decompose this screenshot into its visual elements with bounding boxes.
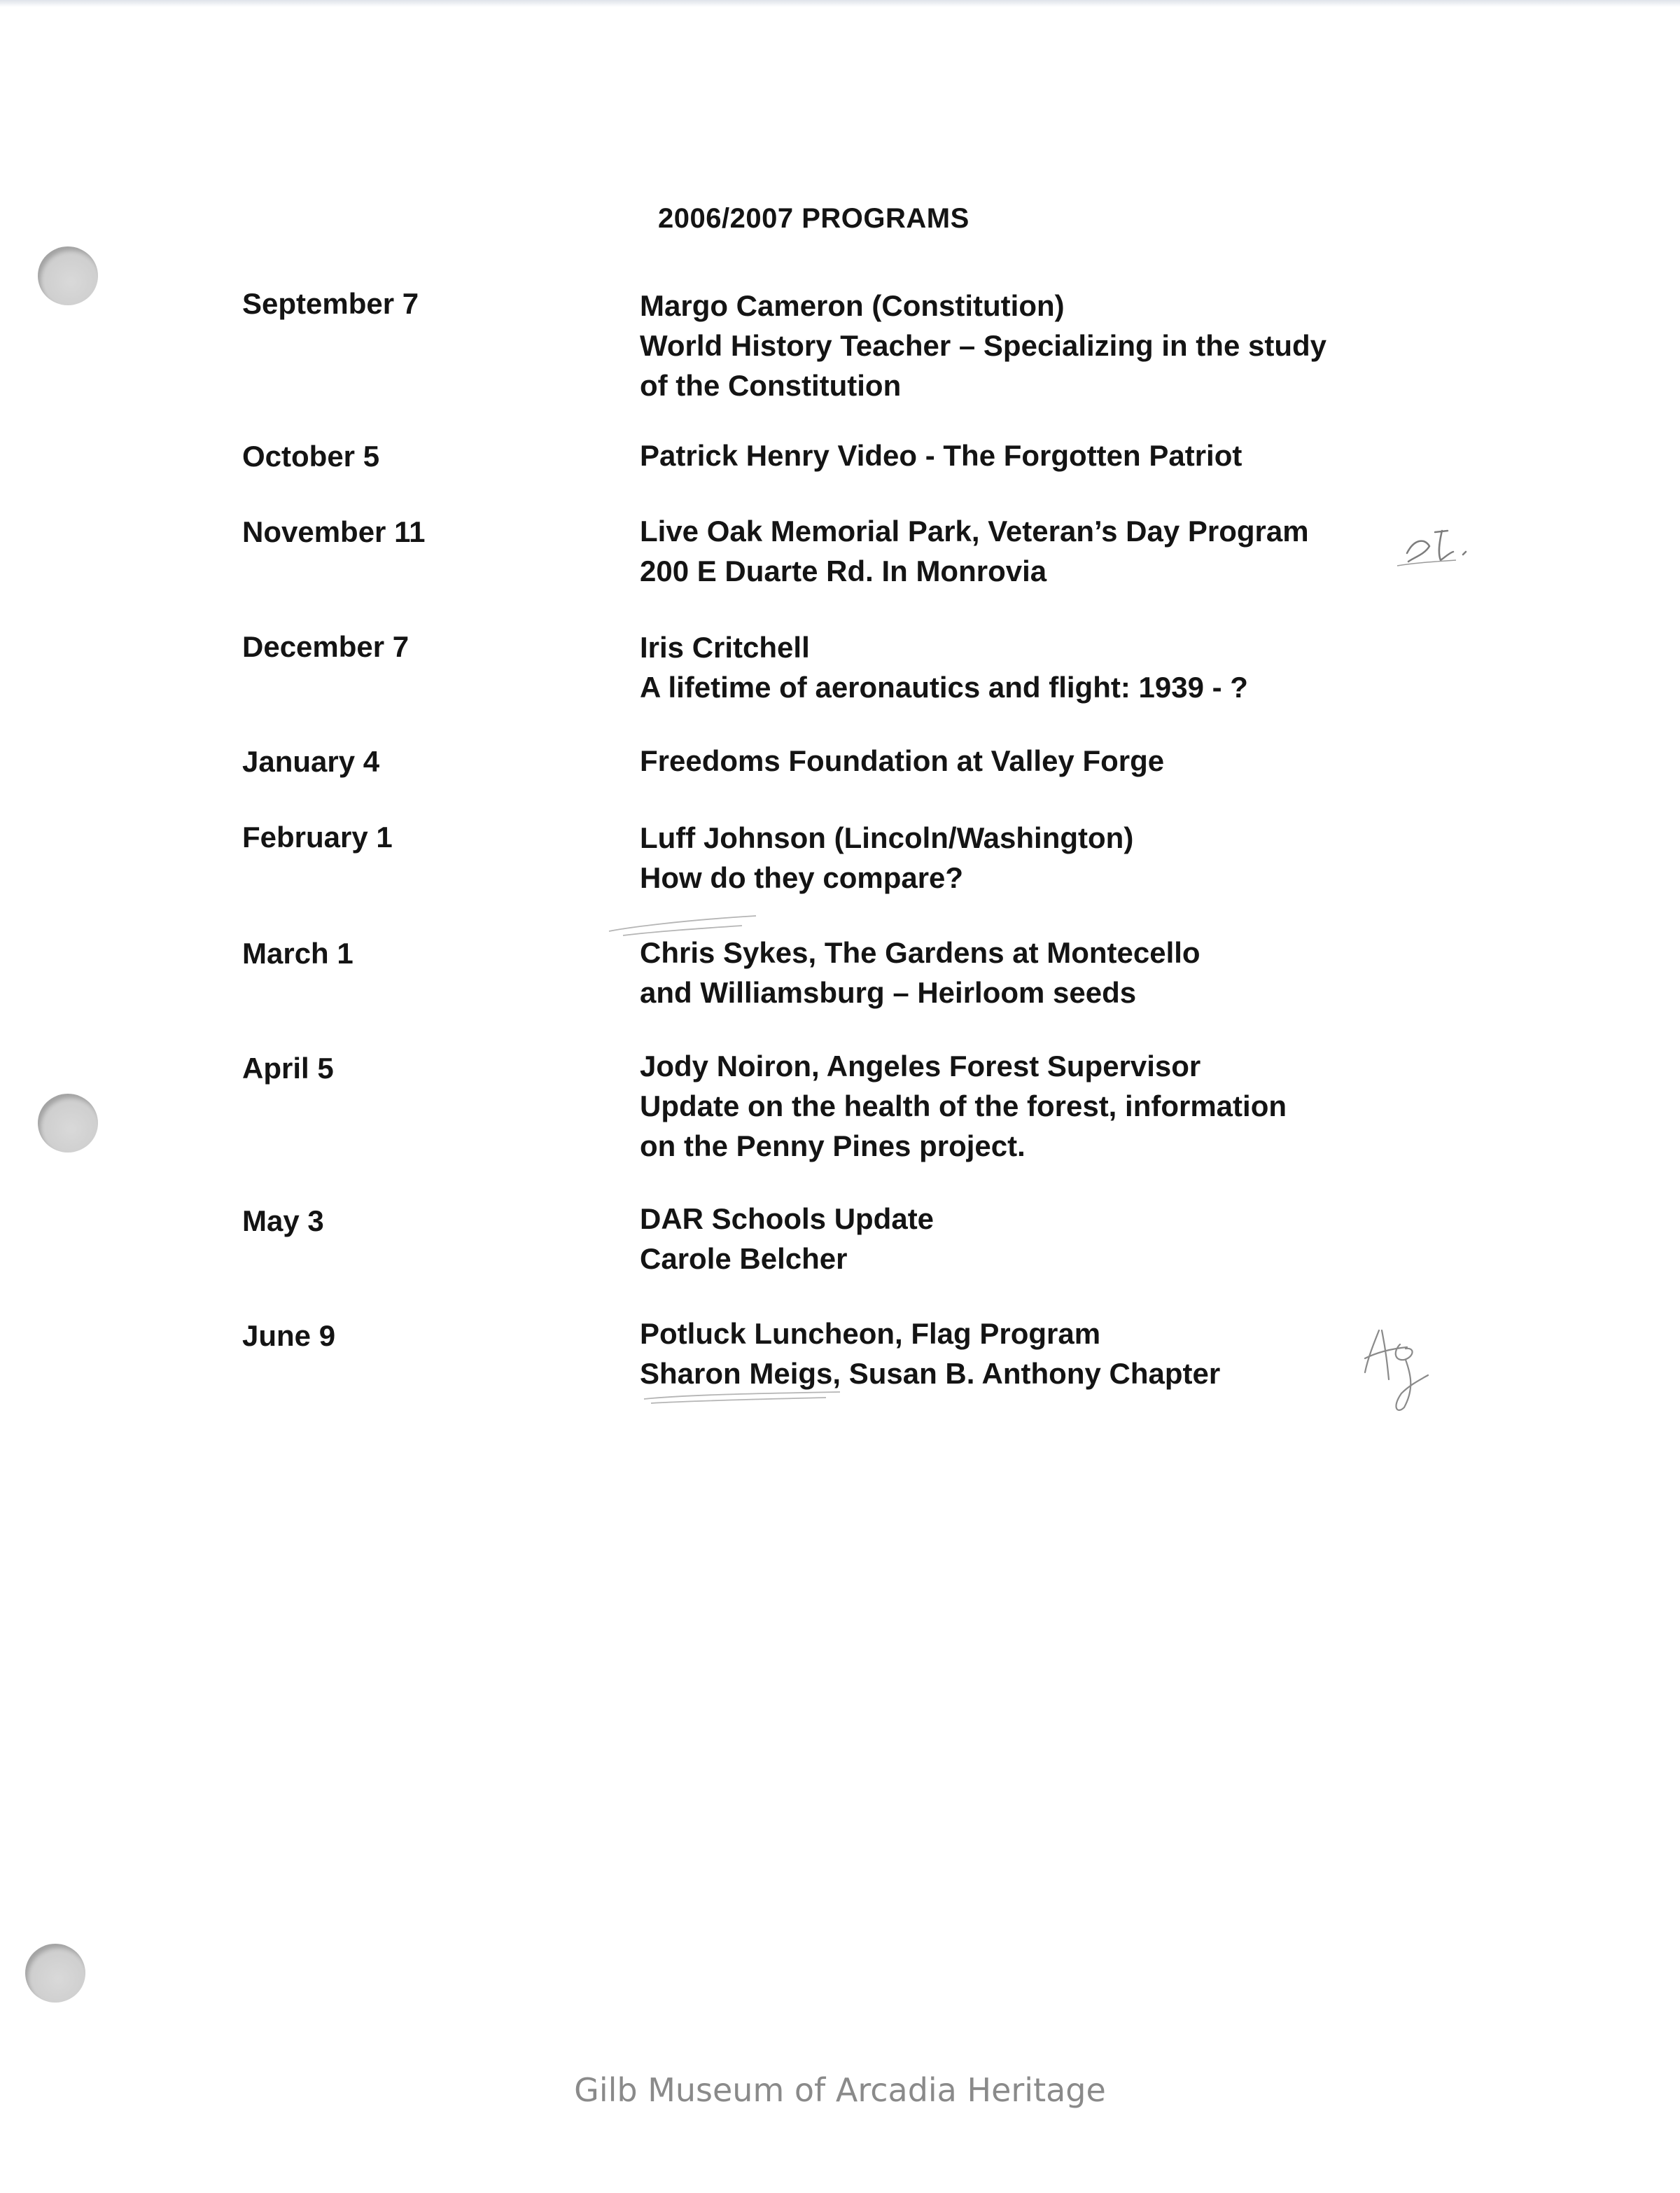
program-line: of the Constitution: [640, 369, 902, 402]
pen-mark: [602, 910, 784, 952]
pen-mark: [630, 1386, 868, 1414]
program-line: Live Oak Memorial Park, Veteran’s Day Program: [640, 515, 1309, 548]
program-line: DAR Schools Update: [640, 1202, 934, 1235]
program-line: How do they compare?: [640, 861, 964, 894]
pencil-initials-annotation: [1393, 511, 1519, 574]
program-date: March 1: [242, 937, 354, 970]
program-date: February 1: [242, 821, 393, 854]
program-line: Sharon Meigs, Susan B. Anthony Chapter: [640, 1357, 1221, 1390]
program-line: World History Teacher – Specializing in the study: [640, 329, 1326, 362]
program-line: Margo Cameron (Constitution): [640, 289, 1065, 322]
scan-top-edge: [0, 0, 1680, 7]
program-date: April 5: [242, 1052, 334, 1085]
program-line: 200 E Duarte Rd. In Monrovia: [640, 555, 1047, 587]
punch-hole-top: [38, 246, 98, 305]
program-description: [640, 1199, 1494, 1279]
program-description: [640, 741, 1494, 781]
pencil-signature: [1351, 1302, 1470, 1421]
program-line: on the Penny Pines project.: [640, 1129, 1026, 1162]
program-line: Freedoms Foundation at Valley Forge: [640, 744, 1165, 777]
program-line: Update on the health of the forest, information: [640, 1089, 1287, 1122]
program-date: October 5: [242, 440, 380, 473]
program-line: Jody Noiron, Angeles Forest Supervisor: [640, 1050, 1201, 1082]
program-line: A lifetime of aeronautics and flight: 1939 - ?: [640, 671, 1248, 704]
page-title: 2006/2007 PROGRAMS: [658, 203, 969, 234]
program-line: Chris Sykes, The Gardens at Montecello: [640, 936, 1200, 969]
program-description: [640, 436, 1494, 475]
program-date: November 11: [242, 515, 426, 548]
program-date: December 7: [242, 630, 410, 663]
program-description: [640, 818, 1494, 898]
program-line: and Williamsburg – Heirloom seeds: [640, 976, 1137, 1009]
program-description: [640, 627, 1494, 707]
program-line: Luff Johnson (Lincoln/Washington): [640, 821, 1134, 854]
program-description: [640, 286, 1494, 405]
footer-watermark: Gilb Museum of Arcadia Heritage: [574, 2071, 1106, 2109]
program-date: September 7: [242, 287, 419, 320]
punch-hole-middle: [38, 1094, 98, 1153]
punch-hole-bottom: [25, 1944, 85, 2003]
program-line: Potluck Luncheon, Flag Program: [640, 1317, 1101, 1350]
program-date: May 3: [242, 1204, 324, 1237]
program-date: June 9: [242, 1319, 336, 1352]
program-line: Carole Belcher: [640, 1242, 848, 1275]
program-description: [640, 1046, 1494, 1166]
program-line: Iris Critchell: [640, 631, 810, 664]
program-line: Patrick Henry Video - The Forgotten Patriot: [640, 439, 1242, 472]
program-description: [640, 511, 1494, 591]
program-date: January 4: [242, 745, 380, 778]
